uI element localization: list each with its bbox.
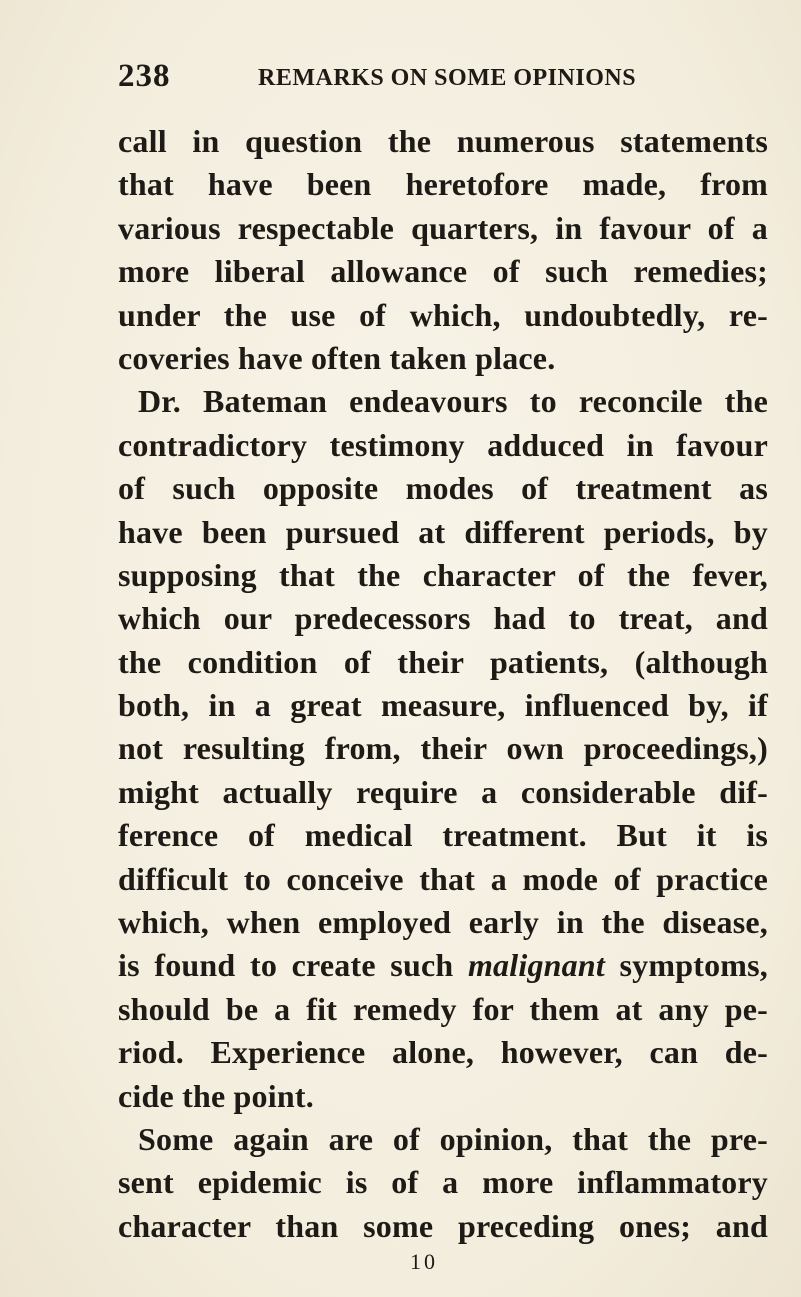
italic-word: malignant — [467, 947, 605, 984]
text-line: ference of medical treatment. But it is — [118, 817, 768, 854]
body-text — [118, 120, 768, 1248]
text-fragment: symptoms, — [604, 947, 769, 984]
text-line: of such opposite modes of treatment as — [118, 470, 768, 507]
text-line: under the use of which, undoubtedly, re- — [118, 296, 768, 333]
text-line: which our predecessors had to treat, and — [118, 600, 768, 637]
text-line: coveries have often taken place. — [118, 339, 556, 376]
text-line: more liberal allowance of such remedies; — [118, 253, 768, 290]
text-line: contradictory testimony adduced in favour — [118, 426, 768, 463]
text-line: call in question the numerous statements — [118, 123, 768, 159]
text-line: the condition of their patients, (although — [118, 643, 768, 680]
text-line-with-italic — [118, 944, 768, 987]
signature-mark: 10 — [410, 1249, 438, 1274]
text-line: sent epidemic is of a more inflammatory — [118, 1164, 768, 1201]
text-line: supposing that the character of the fever, — [118, 556, 768, 593]
text-line: which, when employed early in the disease, — [118, 904, 768, 941]
text-line: difficult to conceive that a mode of practice — [118, 860, 768, 897]
text-line: both, in a great measure, influenced by, if — [118, 687, 768, 724]
page-number: 238 — [118, 58, 171, 94]
text-line: have been pursued at different periods, by — [118, 513, 768, 550]
text-fragment: is found to create such — [118, 947, 468, 984]
text-line: character than some preceding ones; and — [118, 1207, 768, 1244]
text-line: Some again are of opinion, that the pre- — [138, 1120, 768, 1157]
text-line: should be a fit remedy for them at any pe- — [118, 990, 768, 1027]
text-line: might actually require a considerable dif- — [118, 773, 768, 810]
text-line: cide the point. — [118, 1077, 314, 1114]
text-line: that have been heretofore made, from — [118, 166, 768, 203]
text-line: various respectable quarters, in favour of a — [118, 209, 768, 246]
running-title: REMARKS ON SOME OPINIONS — [258, 65, 637, 91]
text-line: riod. Experience alone, however, can de- — [118, 1034, 768, 1071]
text-line: Dr. Bateman endeavours to reconcile the — [138, 383, 768, 420]
running-head — [118, 60, 758, 100]
text-line: not resulting from, their own proceedings,) — [118, 730, 768, 767]
